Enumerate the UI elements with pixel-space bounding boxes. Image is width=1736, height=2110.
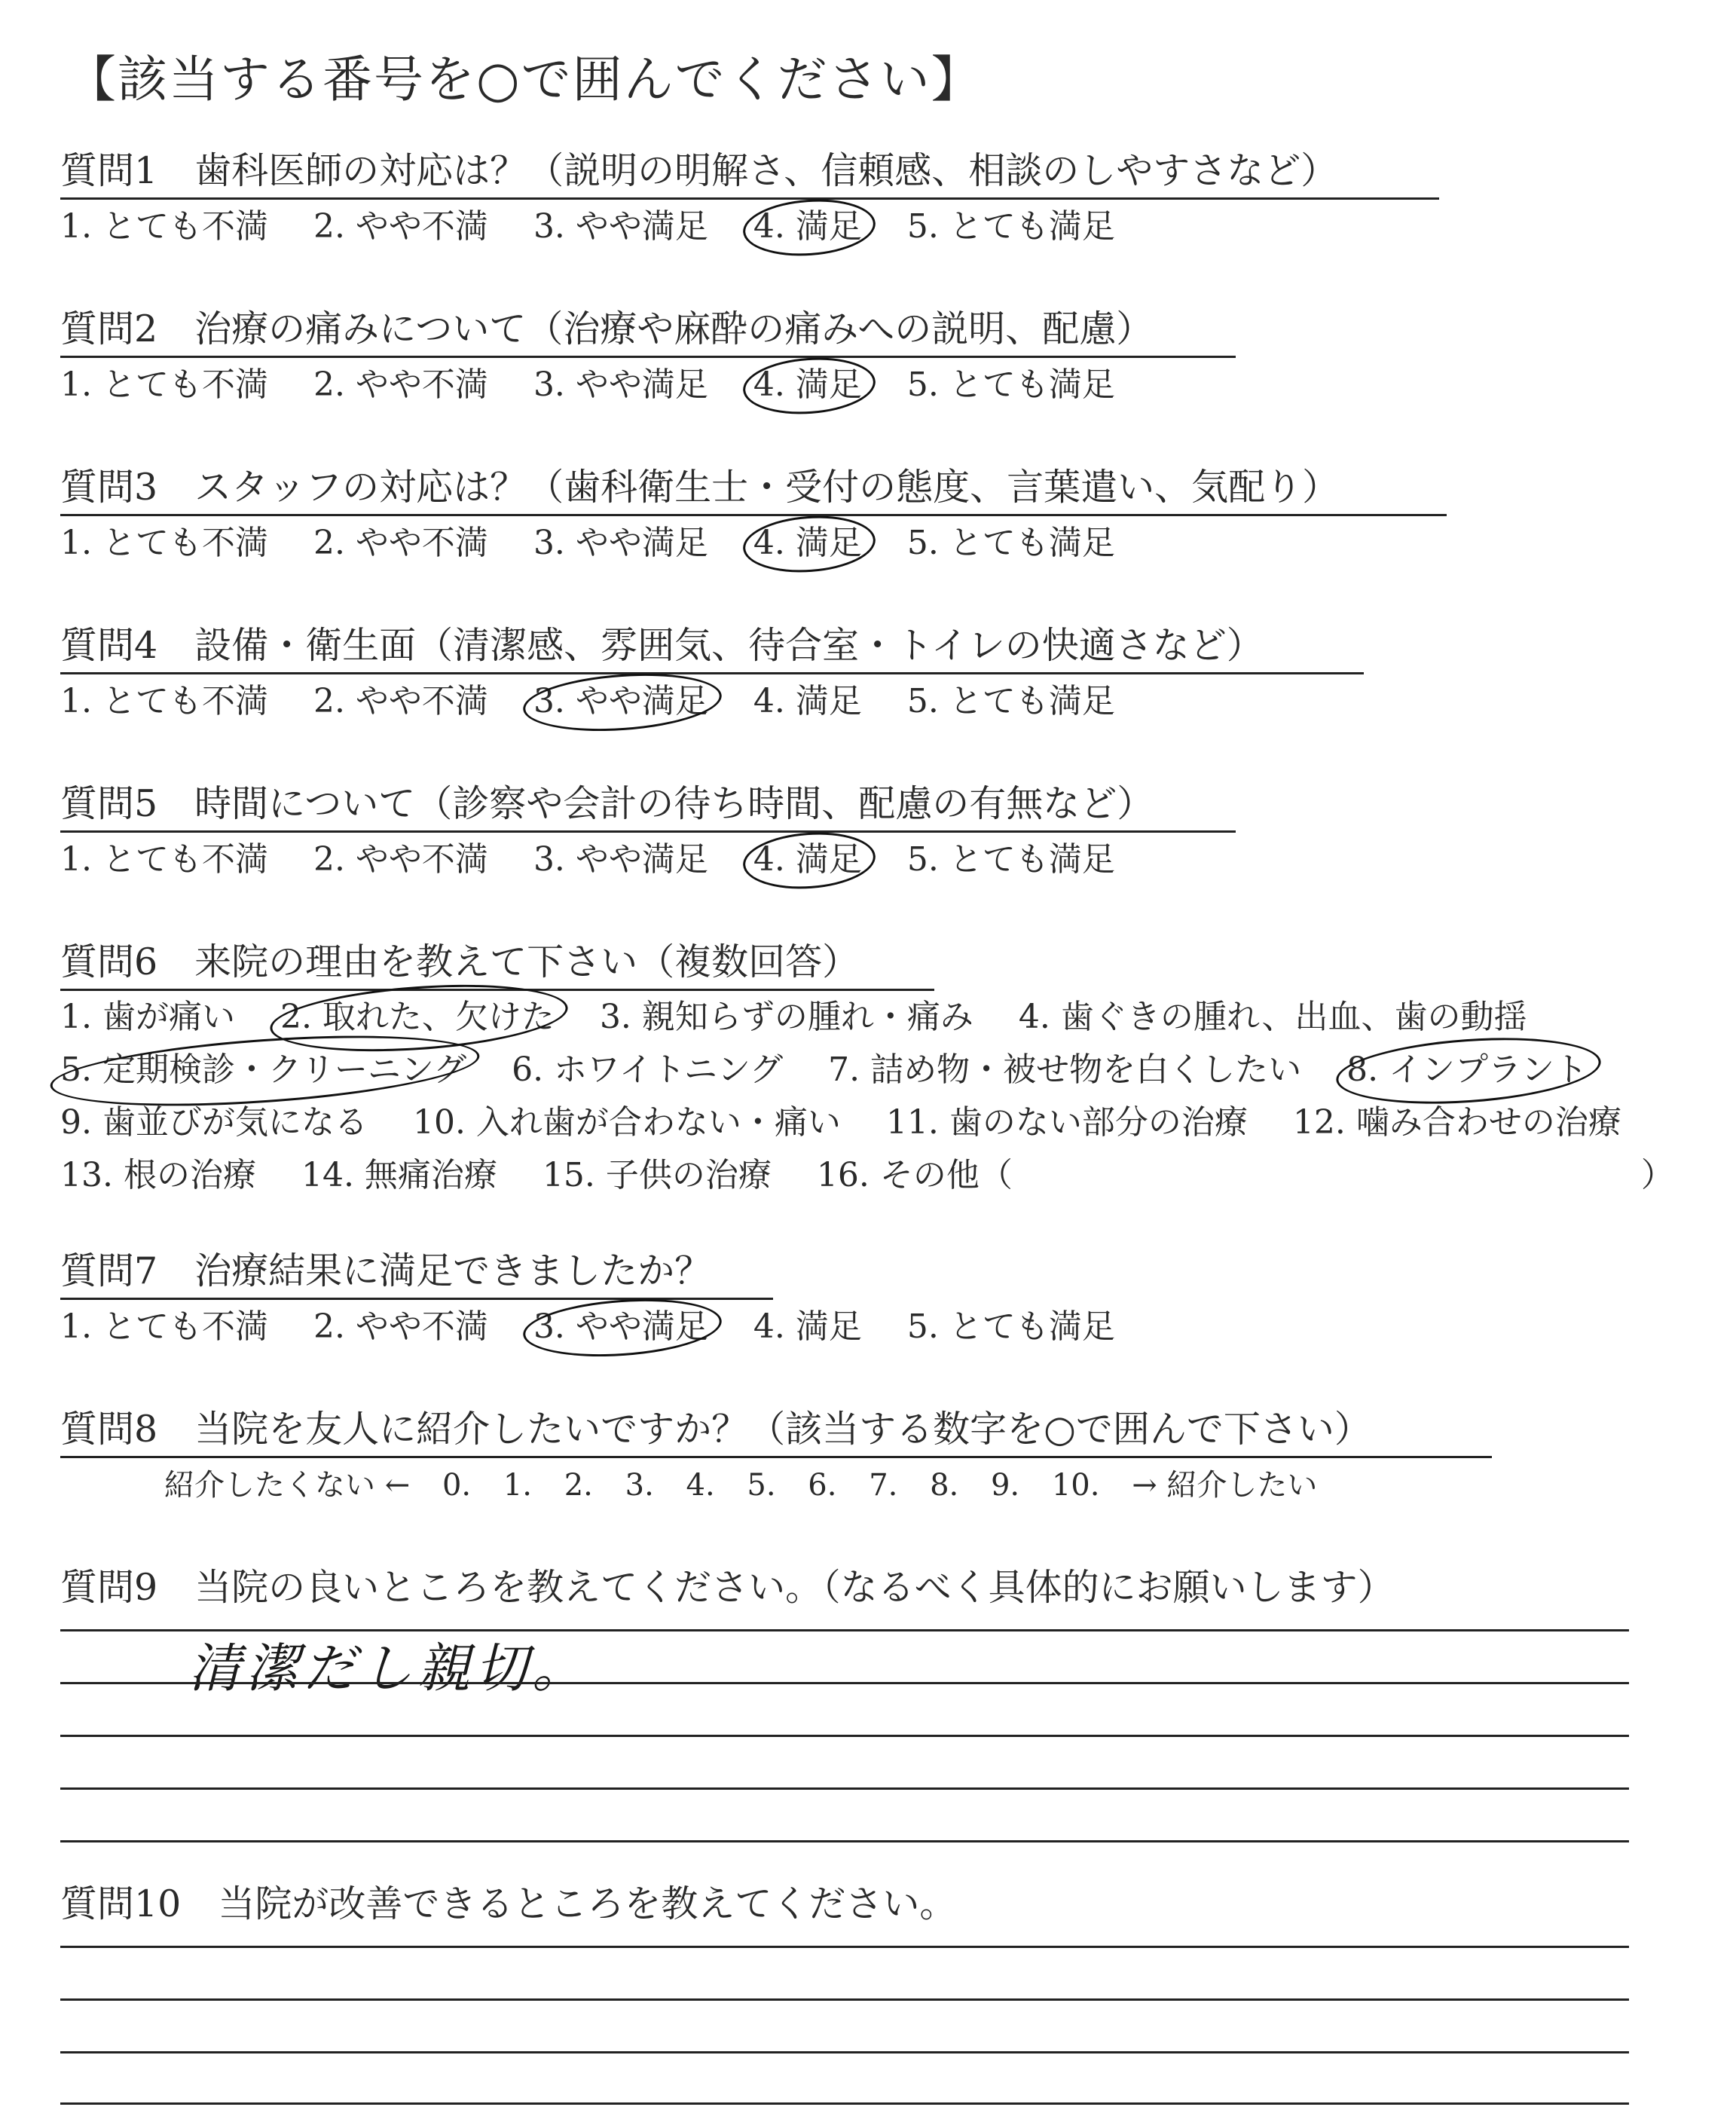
question-2-underline	[60, 356, 1236, 358]
q6-option-16[interactable]: 16. その他（	[816, 1156, 1013, 1194]
question-10	[60, 1881, 956, 1928]
q3-option-5[interactable]: 5. とても満足	[906, 524, 1115, 562]
question-10-title: 質問10 当院が改善できるところを教えてください。	[60, 1882, 957, 1925]
q7-option-5[interactable]: 5. とても満足	[906, 1307, 1115, 1346]
question-7-title: 質問7 治療結果に満足できましたか？	[60, 1249, 712, 1292]
q1-option-5[interactable]: 5. とても満足	[906, 207, 1115, 246]
question-1	[60, 148, 1439, 249]
q5-option-5[interactable]: 5. とても満足	[906, 840, 1115, 879]
q10-line-1	[60, 1946, 1629, 1948]
q4-option-2[interactable]: 2. やや不満	[313, 682, 488, 720]
page-header: 【該当する番号を○で囲んでください】	[66, 50, 983, 109]
q6-option-12[interactable]: 12. 噛み合わせの治療	[1292, 1103, 1621, 1142]
q1-option-3[interactable]: 3. やや満足	[533, 207, 708, 246]
q8-right-label: → 紹介したい	[1132, 1468, 1318, 1503]
q8-scale-1[interactable]: 1.	[503, 1468, 533, 1503]
q1-option-1[interactable]: 1. とても不満	[60, 207, 268, 246]
question-4	[60, 622, 1364, 724]
q5-option-2[interactable]: 2. やや不満	[313, 840, 488, 879]
question-2-options	[60, 362, 1236, 408]
q6-option-5[interactable]: 5. 定期検診・クリーニング	[60, 1044, 466, 1096]
question-6-row-3	[60, 1096, 1674, 1149]
q6-option-4[interactable]: 4. 歯ぐきの腫れ、出血、歯の動揺	[1018, 998, 1527, 1036]
q8-left-label: 紹介したくない ←	[164, 1468, 411, 1503]
q3-option-4[interactable]: 4. 満足	[753, 521, 862, 566]
question-4-underline	[60, 672, 1364, 674]
q8-scale-4[interactable]: 4.	[686, 1468, 715, 1503]
q8-scale-5[interactable]: 5.	[747, 1468, 776, 1503]
q6-option-13[interactable]: 13. 根の治療	[60, 1156, 256, 1194]
q9-line-3	[60, 1735, 1629, 1737]
q6-option-7[interactable]: 7. 詰め物・被せ物を白くしたい	[828, 1050, 1302, 1089]
q6-option-2[interactable]: 2. 取れた、欠けた	[280, 991, 555, 1044]
q6-option-9[interactable]: 9. 歯並びが気になる	[60, 1103, 368, 1142]
question-5	[60, 781, 1236, 882]
q10-line-4	[60, 2102, 1629, 2105]
question-9	[60, 1564, 1395, 1611]
q4-option-1[interactable]: 1. とても不満	[60, 682, 268, 720]
question-6-row-4	[60, 1149, 1674, 1202]
q4-option-4[interactable]: 4. 満足	[753, 682, 862, 720]
question-1-underline	[60, 197, 1439, 200]
question-7-options	[60, 1304, 1150, 1350]
q9-handwritten-answer[interactable]: 清潔だし親切。	[188, 1638, 589, 1699]
question-6-row-2	[60, 1044, 1674, 1096]
question-9-title: 質問9 当院の良いところを教えてください。（なるべく具体的にお願いします）	[60, 1566, 1395, 1609]
question-6-title: 質問6 来院の理由を教えて下さい（複数回答）	[60, 940, 860, 983]
q8-scale-10[interactable]: 10.	[1051, 1468, 1100, 1503]
question-8-underline	[60, 1456, 1492, 1458]
question-6-row-1	[60, 991, 1674, 1044]
q6-other-close: ）	[1640, 1156, 1674, 1194]
q4-option-3[interactable]: 3. やや満足	[533, 679, 708, 724]
q3-option-1[interactable]: 1. とても不満	[60, 524, 268, 562]
q7-option-4[interactable]: 4. 満足	[753, 1307, 862, 1346]
q8-scale-8[interactable]: 8.	[930, 1468, 959, 1503]
q6-option-14[interactable]: 14. 無痛治療	[301, 1156, 497, 1194]
q2-option-5[interactable]: 5. とても満足	[906, 365, 1115, 404]
q6-option-11[interactable]: 11. 歯のない部分の治療	[885, 1103, 1248, 1142]
q9-line-1	[60, 1629, 1629, 1631]
question-3-title: 質問3 スタッフの対応は？（歯科衛生士・受付の態度、言葉遣い、気配り）	[60, 466, 1340, 509]
q6-option-1[interactable]: 1. 歯が痛い	[60, 998, 235, 1036]
q6-option-3[interactable]: 3. 親知らずの腫れ・痛み	[599, 998, 973, 1036]
question-3	[60, 464, 1447, 566]
q1-option-4[interactable]: 4. 満足	[753, 204, 862, 249]
q2-option-3[interactable]: 3. やや満足	[533, 365, 708, 404]
q9-line-4	[60, 1787, 1629, 1790]
question-4-title: 質問4 設備・衛生面（清潔感、雰囲気、待合室・トイレの快適さなど）	[60, 624, 1264, 667]
q9-line-2	[60, 1682, 1629, 1684]
question-5-underline	[60, 830, 1236, 833]
question-7	[60, 1248, 1150, 1350]
q6-option-10[interactable]: 10. 入れ歯が合わない・痛い	[412, 1103, 841, 1142]
q5-option-4[interactable]: 4. 満足	[753, 837, 862, 882]
q7-option-3[interactable]: 3. やや満足	[533, 1304, 708, 1350]
q3-option-2[interactable]: 2. やや不満	[313, 524, 488, 562]
q2-option-2[interactable]: 2. やや不満	[313, 365, 488, 404]
q5-option-3[interactable]: 3. やや満足	[533, 840, 708, 879]
q10-line-3	[60, 2051, 1629, 2053]
q10-line-2	[60, 1998, 1629, 2001]
q3-option-3[interactable]: 3. やや満足	[533, 524, 708, 562]
question-3-underline	[60, 514, 1447, 516]
q8-scale-7[interactable]: 7.	[869, 1468, 898, 1503]
question-8-scale	[60, 1464, 1492, 1506]
q8-scale-3[interactable]: 3.	[625, 1468, 654, 1503]
q6-option-8[interactable]: 8. インプラント	[1346, 1044, 1588, 1096]
q6-option-15[interactable]: 15. 子供の治療	[542, 1156, 772, 1194]
question-3-options	[60, 521, 1447, 566]
q8-scale-9[interactable]: 9.	[990, 1468, 1020, 1503]
q8-scale-2[interactable]: 2.	[564, 1468, 593, 1503]
q7-option-1[interactable]: 1. とても不満	[60, 1307, 268, 1346]
question-5-title: 質問5 時間について（診察や会計の待ち時間、配慮の有無など）	[60, 782, 1154, 825]
q1-option-2[interactable]: 2. やや不満	[313, 207, 488, 246]
question-1-title: 質問1 歯科医師の対応は？（説明の明解さ、信頼感、相談のしやすさなど）	[60, 149, 1338, 192]
question-8	[60, 1406, 1492, 1506]
q9-line-5	[60, 1840, 1629, 1842]
q4-option-5[interactable]: 5. とても満足	[906, 682, 1115, 720]
question-1-options	[60, 204, 1439, 249]
question-8-title: 質問8 当院を友人に紹介したいですか？（該当する数字を○で囲んで下さい）	[60, 1408, 1371, 1451]
q8-scale-0[interactable]: 0.	[442, 1468, 472, 1503]
question-5-options	[60, 837, 1236, 882]
q8-scale-6[interactable]: 6.	[808, 1468, 837, 1503]
q6-option-6[interactable]: 6. ホワイトニング	[512, 1050, 784, 1089]
q7-option-2[interactable]: 2. やや不満	[313, 1307, 488, 1346]
question-2	[60, 306, 1236, 408]
question-2-title: 質問2 治療の痛みについて（治療や麻酔の痛みへの説明、配慮）	[60, 307, 1154, 350]
question-4-options	[60, 679, 1364, 724]
q5-option-1[interactable]: 1. とても不満	[60, 840, 268, 879]
q2-option-4[interactable]: 4. 満足	[753, 362, 862, 408]
q2-option-1[interactable]: 1. とても不満	[60, 365, 268, 404]
question-6	[60, 939, 1674, 1202]
